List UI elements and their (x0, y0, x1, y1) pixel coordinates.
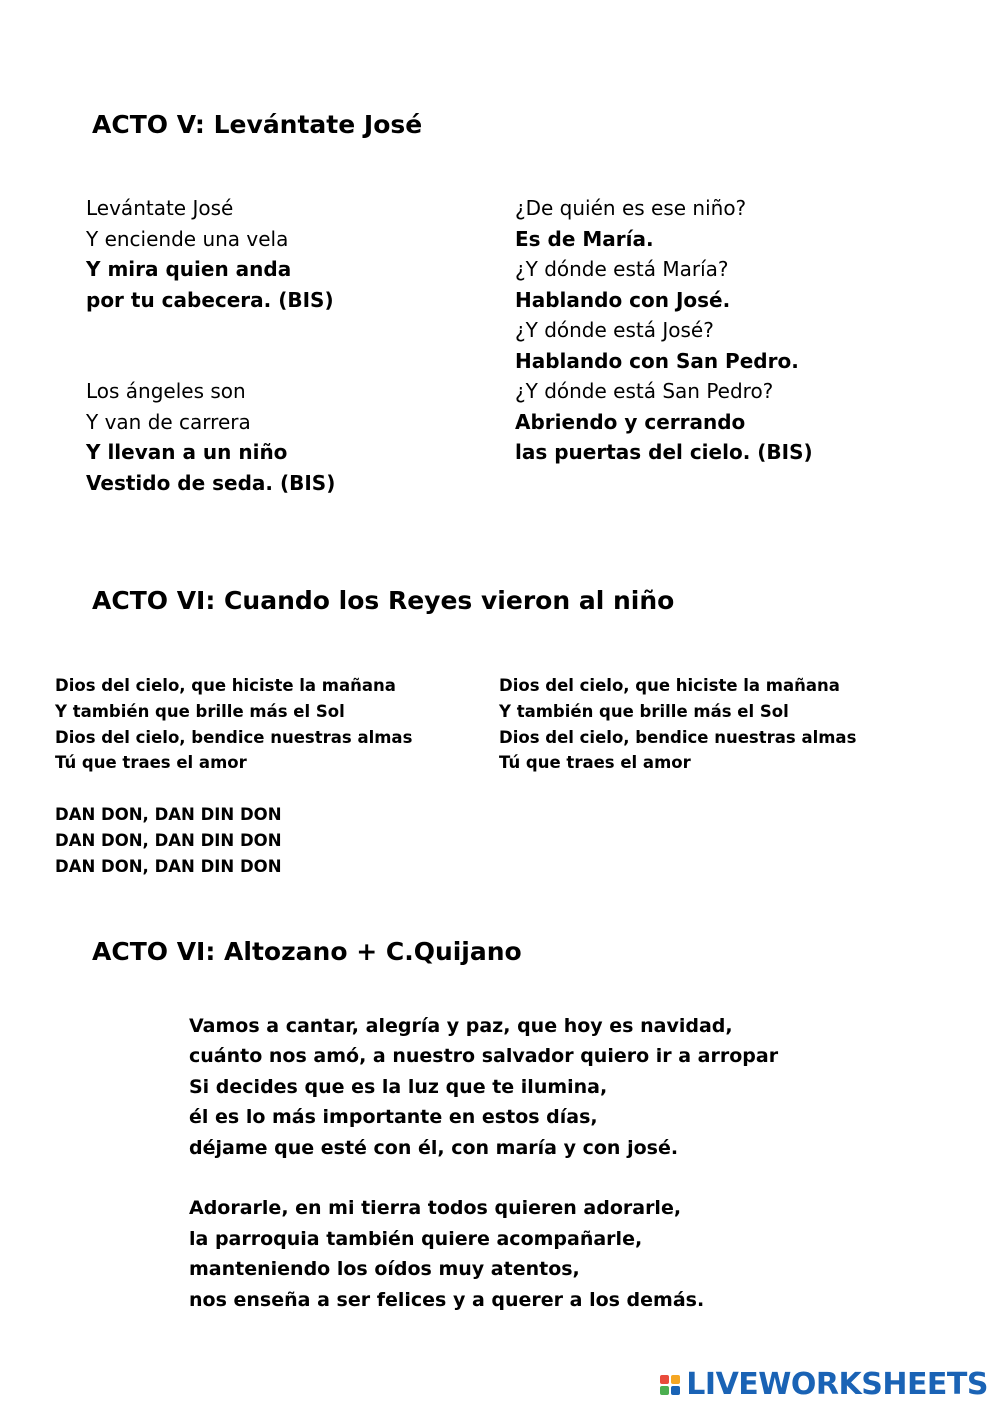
lyric-line: Si decides que es la luz que te ilumina, (189, 1075, 608, 1098)
lyric-line: Y también que brille más el Sol (499, 701, 789, 721)
lyric-line: Y también que brille más el Sol (55, 701, 345, 721)
lyric-line (86, 315, 335, 346)
lyric-line: Vestido de seda. (BIS) (86, 470, 336, 495)
lyric-line: DAN DON, DAN DIN DON (55, 804, 282, 824)
act6a-column-left (55, 673, 412, 879)
lyric-line (86, 346, 335, 377)
lyric-line (55, 776, 412, 802)
logo-square (660, 1386, 669, 1395)
act6b-lyrics (189, 1011, 778, 1315)
lyric-line: él es lo más importante en estos días, (189, 1106, 598, 1129)
lyric-line: Levántate José (86, 196, 234, 220)
lyric-line: Y enciende una vela (86, 226, 289, 251)
lyric-line: Abriendo y cerrando (515, 409, 746, 434)
lyric-line: Dios del cielo, que hiciste la mañana (55, 676, 396, 695)
lyric-line: Dios del cielo, bendice nuestras almas (55, 727, 413, 747)
lyric-line: Dios del cielo, bendice nuestras almas (499, 727, 857, 747)
lyric-line: Tú que traes el amor (55, 753, 247, 773)
logo-square (671, 1375, 680, 1384)
lyric-line: ¿Y dónde está José? (515, 318, 714, 342)
lyric-line: Los ángeles son (86, 379, 246, 403)
act5-column-left (86, 193, 335, 498)
logo-square (660, 1375, 669, 1384)
lyric-line: Y van de carrera (86, 409, 251, 434)
lyric-line: las puertas del cielo. (BIS) (515, 440, 813, 464)
act5-column-right (515, 193, 813, 468)
act6a-column-right (499, 673, 856, 776)
lyric-line: Dios del cielo, que hiciste la mañana (499, 676, 840, 695)
logo-grid-icon (660, 1375, 680, 1395)
lyric-line: déjame que esté con él, con maría y con josé. (189, 1136, 679, 1159)
lyric-line: cuánto nos amó, a nuestro salvador quiero ir a arropar (189, 1045, 779, 1068)
lyric-line: Hablando con San Pedro. (515, 348, 799, 373)
lyric-line: nos enseña a ser felices y a querer a los demás. (189, 1288, 705, 1311)
logo-square (671, 1386, 680, 1395)
lyric-line: DAN DON, DAN DIN DON (55, 856, 282, 876)
lyric-line: ¿Y dónde está María? (515, 257, 729, 281)
lyric-line: ¿Y dónde está San Pedro? (515, 379, 774, 403)
lyric-line: Adorarle, en mi tierra todos quieren adorarle, (189, 1197, 682, 1220)
lyric-line: Y mira quien anda (86, 257, 292, 281)
lyric-line: Tú que traes el amor (499, 753, 691, 773)
lyric-line: manteniendo los oídos muy atentos, (189, 1258, 580, 1281)
act5-title: ACTO V: Levántate José (92, 110, 423, 139)
lyric-line: ¿De quién es ese niño? (515, 196, 747, 220)
lyric-line: Es de María. (515, 226, 654, 251)
lyric-line: Vamos a cantar, alegría y paz, que hoy es navidad, (189, 1015, 733, 1037)
lyric-line: Y llevan a un niño (86, 440, 288, 464)
lyric-line (189, 1163, 778, 1193)
lyric-line: DAN DON, DAN DIN DON (55, 830, 282, 850)
liveworksheets-logo[interactable] (660, 1367, 988, 1402)
lyric-line: por tu cabecera. (BIS) (86, 287, 334, 312)
act6b-title: ACTO VI: Altozano + C.Quijano (92, 937, 522, 966)
lyric-line: Hablando con José. (515, 287, 731, 312)
logo-text: LIVEWORKSHEETS (686, 1367, 988, 1402)
act6a-title: ACTO VI: Cuando los Reyes vieron al niño (92, 586, 675, 615)
lyric-line: la parroquia también quiere acompañarle, (189, 1227, 643, 1250)
